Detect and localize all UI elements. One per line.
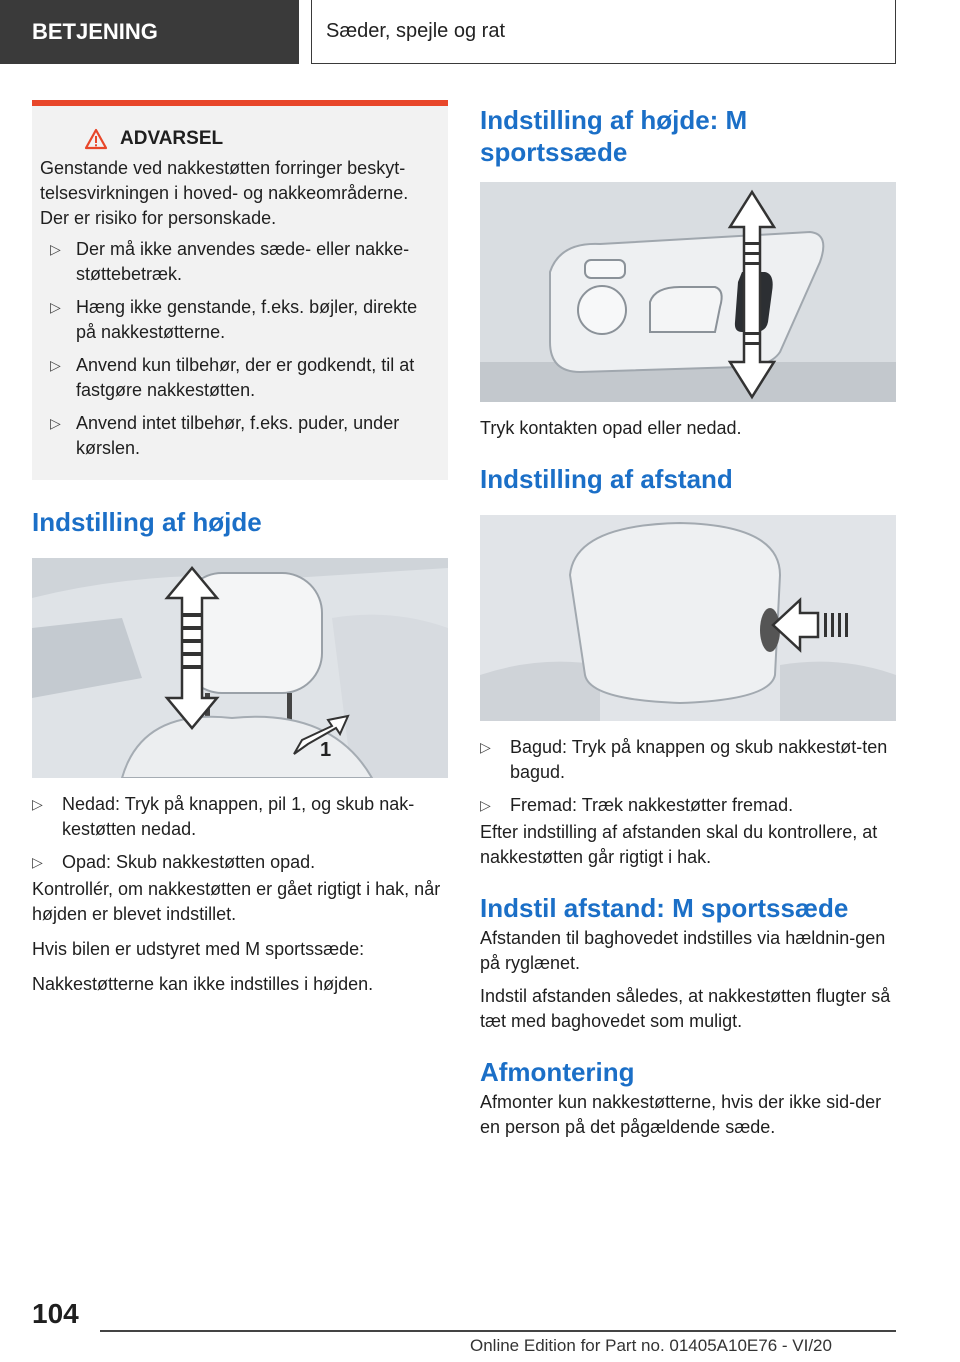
triangle-bullet-icon: ▷ xyxy=(50,357,61,373)
section-heading-distance: Indstilling af afstand xyxy=(480,464,733,494)
left-column xyxy=(32,100,448,997)
triangle-bullet-icon: ▷ xyxy=(480,739,491,755)
warning-triangle-icon xyxy=(84,128,108,150)
paragraph: Afmonter kun nakkestøtterne, hvis der ikke sid-der en person på det pågældende sæde. xyxy=(480,1092,882,1137)
list-item: ▷ Anvend intet tilbehør, f.eks. puder, under kørslen. xyxy=(50,413,400,458)
m-sport-switch-figure xyxy=(480,182,896,402)
list-item: ▷ Der må ikke anvendes sæde- eller nakke-støttebetræk. xyxy=(50,239,410,284)
header-section-label: BETJENING xyxy=(32,19,158,44)
triangle-bullet-icon: ▷ xyxy=(32,796,43,812)
header-section-tab xyxy=(0,0,299,64)
distance-instructions-list xyxy=(480,735,896,818)
page-number: 104 xyxy=(32,1298,79,1329)
paragraph: Indstil afstanden således, at nakkestøtten flugter så tæt med baghovedet som muligt. xyxy=(480,986,891,1031)
section-heading-m-sport-distance: Indstil afstand: M sportssæde xyxy=(480,893,849,923)
triangle-bullet-icon: ▷ xyxy=(50,241,61,257)
list-item: ▷ Hæng ikke genstande, f.eks. bøjler, direkte på nakkestøtterne. xyxy=(50,297,418,342)
headrest-distance-illustration xyxy=(480,515,896,721)
headrest-distance-figure xyxy=(480,515,896,721)
figure-callout-label: 1 xyxy=(320,739,332,761)
warning-text: Genstande ved nakkestøtten forringer beskyt-telsesvirkningen i hoved- og nakkeområderne. Der er risiko for personskade. xyxy=(40,158,409,228)
header-chapter-tab xyxy=(311,0,896,64)
paragraph: Tryk kontakten opad eller nedad. xyxy=(480,418,742,438)
list-item: ▷ Nedad: Tryk på knappen, pil 1, og skub nak-kestøtten nedad. xyxy=(32,794,415,839)
paragraph: Kontrollér, om nakkestøtten er gået rigtigt i hak, når højden er blevet indstillet. xyxy=(32,879,441,924)
triangle-bullet-icon: ▷ xyxy=(50,299,61,315)
right-column xyxy=(480,100,896,1140)
paragraph: Nakkestøtterne kan ikke indstilles i højden. xyxy=(32,974,374,994)
footer-edition-text: Online Edition for Part no. 01405A10E76 - VI/20 xyxy=(470,1336,832,1355)
height-instructions-list xyxy=(32,792,448,875)
list-item: ▷ Bagud: Tryk på knappen og skub nakkestøt-ten bagud. xyxy=(480,737,888,782)
headrest-height-illustration xyxy=(32,558,448,778)
triangle-bullet-icon: ▷ xyxy=(480,797,491,813)
section-heading-removal: Afmontering xyxy=(480,1057,635,1087)
m-sport-switch-illustration xyxy=(480,182,896,402)
warning-title xyxy=(84,128,438,150)
section-heading-height: Indstilling af højde xyxy=(32,507,262,537)
list-item: ▷ Opad: Skub nakkestøtten opad. xyxy=(32,850,448,875)
list-item: ▷ Fremad: Træk nakkestøtter fremad. xyxy=(480,793,896,818)
paragraph: Efter indstilling af afstanden skal du kontrollere, at nakkestøtten går rigtigt i hak. xyxy=(480,822,878,867)
header-chapter-label: Sæder, spejle og rat xyxy=(326,20,505,42)
footer-divider xyxy=(100,1330,896,1332)
warning-list xyxy=(40,237,438,461)
list-item: ▷ Anvend kun tilbehør, der er godkendt, til at fastgøre nakkestøtten. xyxy=(50,355,415,400)
warning-title-text: ADVARSEL xyxy=(120,128,224,149)
headrest-height-figure xyxy=(32,558,448,778)
triangle-bullet-icon: ▷ xyxy=(32,854,43,870)
section-heading-m-sport-height: Indstilling af højde: M sportssæde xyxy=(480,105,748,167)
paragraph: Hvis bilen er udstyret med M sportssæde: xyxy=(32,939,365,959)
paragraph: Afstanden til baghovedet indstilles via hældnin-gen på ryglænet. xyxy=(480,928,886,973)
warning-box xyxy=(32,100,448,480)
triangle-bullet-icon: ▷ xyxy=(50,415,61,431)
